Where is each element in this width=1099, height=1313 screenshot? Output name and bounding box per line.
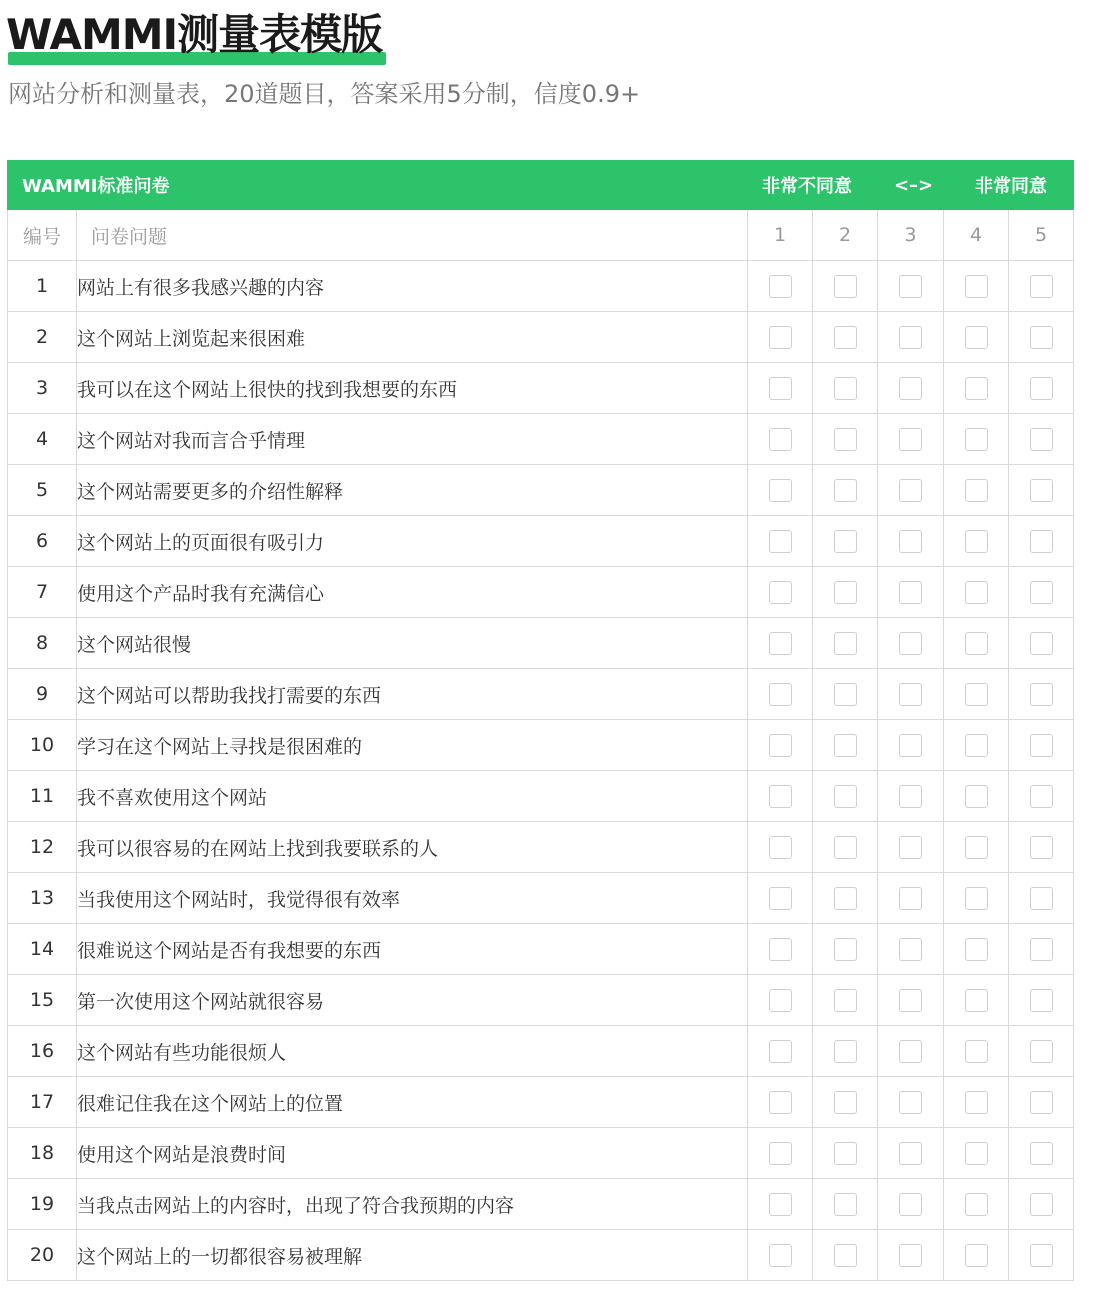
rating-cell-3: [878, 312, 944, 363]
rating-cell-4: [944, 873, 1009, 924]
rating-cell-3: [878, 1230, 944, 1281]
checkbox-icon[interactable]: [834, 683, 857, 706]
rating-cell-5: [1009, 669, 1074, 720]
checkbox-icon[interactable]: [769, 1091, 792, 1114]
checkbox-icon[interactable]: [769, 785, 792, 808]
checkbox-icon[interactable]: [965, 1091, 988, 1114]
rating-cell-3: [878, 1128, 944, 1179]
checkbox-icon[interactable]: [1030, 989, 1053, 1012]
rating-cell-4: [944, 1230, 1009, 1281]
checkbox-icon[interactable]: [899, 275, 922, 298]
rating-cell-3: [878, 771, 944, 822]
table-row: [8, 720, 1074, 771]
checkbox-icon[interactable]: [899, 1193, 922, 1216]
question-number: 3: [8, 363, 77, 414]
rating-cell-1: [748, 414, 813, 465]
rating-cell-2: [813, 618, 878, 669]
checkbox-icon[interactable]: [769, 734, 792, 757]
checkbox-icon[interactable]: [965, 836, 988, 859]
checkbox-icon[interactable]: [834, 581, 857, 604]
scale-left-label: 非常不同意: [762, 176, 852, 197]
rating-cell-3: [878, 669, 944, 720]
table-row: [8, 1026, 1074, 1077]
question-number: 14: [8, 924, 77, 975]
checkbox-icon[interactable]: [769, 887, 792, 910]
title-block: [6, 6, 382, 68]
rating-cell-4: [944, 822, 1009, 873]
checkbox-icon[interactable]: [1030, 938, 1053, 961]
rating-cell-4: [944, 567, 1009, 618]
rating-cell-4: [944, 1077, 1009, 1128]
checkbox-icon[interactable]: [965, 632, 988, 655]
table-row: [8, 669, 1074, 720]
rating-cell-5: [1009, 363, 1074, 414]
rating-cell-2: [813, 873, 878, 924]
rating-cell-1: [748, 1230, 813, 1281]
rating-cell-2: [813, 1128, 878, 1179]
checkbox-icon[interactable]: [834, 785, 857, 808]
checkbox-icon[interactable]: [769, 275, 792, 298]
checkbox-icon[interactable]: [1030, 836, 1053, 859]
rating-cell-5: [1009, 771, 1074, 822]
table-row: [8, 567, 1074, 618]
question-number: 4: [8, 414, 77, 465]
checkbox-icon[interactable]: [965, 1142, 988, 1165]
checkbox-icon[interactable]: [899, 836, 922, 859]
checkbox-icon[interactable]: [769, 377, 792, 400]
scale-value-3: 3: [878, 210, 944, 261]
rating-cell-5: [1009, 1179, 1074, 1230]
survey-table: [7, 160, 1074, 1281]
question-number: 7: [8, 567, 77, 618]
rating-cell-5: [1009, 465, 1074, 516]
rating-cell-2: [813, 363, 878, 414]
table-heading: WAMMI标准问卷: [8, 161, 748, 210]
rating-cell-3: [878, 363, 944, 414]
rating-cell-3: [878, 465, 944, 516]
rating-cell-1: [748, 618, 813, 669]
checkbox-icon[interactable]: [965, 377, 988, 400]
question-number: 20: [8, 1230, 77, 1281]
rating-cell-2: [813, 822, 878, 873]
rating-cell-2: [813, 414, 878, 465]
question-number: 18: [8, 1128, 77, 1179]
checkbox-icon[interactable]: [899, 530, 922, 553]
rating-cell-5: [1009, 1230, 1074, 1281]
rating-cell-1: [748, 465, 813, 516]
checkbox-icon[interactable]: [965, 1040, 988, 1063]
rating-cell-4: [944, 1128, 1009, 1179]
question-text: 我可以很容易的在网站上找到我要联系的人: [77, 822, 748, 873]
rating-cell-4: [944, 1026, 1009, 1077]
checkbox-icon[interactable]: [965, 581, 988, 604]
rating-cell-2: [813, 312, 878, 363]
rating-cell-5: [1009, 873, 1074, 924]
question-text: 这个网站上浏览起来很困难: [77, 312, 748, 363]
checkbox-icon[interactable]: [834, 632, 857, 655]
checkbox-icon[interactable]: [769, 989, 792, 1012]
rating-cell-2: [813, 261, 878, 312]
rating-cell-1: [748, 261, 813, 312]
rating-cell-3: [878, 873, 944, 924]
rating-cell-3: [878, 1077, 944, 1128]
rating-cell-1: [748, 363, 813, 414]
col-question-header: 问卷问题: [77, 210, 748, 261]
table-row: [8, 1179, 1074, 1230]
rating-cell-2: [813, 669, 878, 720]
question-number: 8: [8, 618, 77, 669]
checkbox-icon[interactable]: [769, 326, 792, 349]
rating-cell-3: [878, 1026, 944, 1077]
rating-cell-5: [1009, 1128, 1074, 1179]
question-number: 11: [8, 771, 77, 822]
checkbox-icon[interactable]: [834, 836, 857, 859]
checkbox-icon[interactable]: [1030, 785, 1053, 808]
question-number: 15: [8, 975, 77, 1026]
rating-cell-5: [1009, 975, 1074, 1026]
question-text: 学习在这个网站上寻找是很困难的: [77, 720, 748, 771]
rating-cell-4: [944, 720, 1009, 771]
table-row: [8, 465, 1074, 516]
rating-cell-3: [878, 1179, 944, 1230]
col-number-header: 编号: [8, 210, 77, 261]
question-text: 很难说这个网站是否有我想要的东西: [77, 924, 748, 975]
rating-cell-1: [748, 516, 813, 567]
scale-value-5: 5: [1009, 210, 1074, 261]
scale-header: [748, 161, 1074, 210]
rating-cell-4: [944, 363, 1009, 414]
scale-value-4: 4: [944, 210, 1009, 261]
checkbox-icon[interactable]: [1030, 1091, 1053, 1114]
checkbox-icon[interactable]: [1030, 530, 1053, 553]
checkbox-icon[interactable]: [899, 1142, 922, 1165]
checkbox-icon[interactable]: [834, 1193, 857, 1216]
question-text: 这个网站上的页面很有吸引力: [77, 516, 748, 567]
question-text: 当我使用这个网站时，我觉得很有效率: [77, 873, 748, 924]
question-number: 19: [8, 1179, 77, 1230]
checkbox-icon[interactable]: [899, 428, 922, 451]
question-text: 我不喜欢使用这个网站: [77, 771, 748, 822]
table-row: [8, 771, 1074, 822]
table-row: [8, 618, 1074, 669]
question-number: 12: [8, 822, 77, 873]
rating-cell-3: [878, 567, 944, 618]
rating-cell-2: [813, 1077, 878, 1128]
rating-cell-2: [813, 1026, 878, 1077]
checkbox-icon[interactable]: [965, 734, 988, 757]
checkbox-icon[interactable]: [899, 632, 922, 655]
rating-cell-1: [748, 1179, 813, 1230]
checkbox-icon[interactable]: [834, 938, 857, 961]
checkbox-icon[interactable]: [1030, 428, 1053, 451]
checkbox-icon[interactable]: [834, 479, 857, 502]
checkbox-icon[interactable]: [965, 887, 988, 910]
rating-cell-2: [813, 1230, 878, 1281]
checkbox-icon[interactable]: [965, 938, 988, 961]
scale-value-1: 1: [748, 210, 813, 261]
rating-cell-3: [878, 822, 944, 873]
checkbox-icon[interactable]: [899, 581, 922, 604]
rating-cell-5: [1009, 1077, 1074, 1128]
scale-right-label: 非常同意: [975, 176, 1048, 197]
rating-cell-1: [748, 669, 813, 720]
checkbox-icon[interactable]: [769, 1244, 792, 1267]
scale-value-2: 2: [813, 210, 878, 261]
rating-cell-2: [813, 1179, 878, 1230]
question-number: 2: [8, 312, 77, 363]
table-row: [8, 1230, 1074, 1281]
checkbox-icon[interactable]: [769, 1142, 792, 1165]
rating-cell-1: [748, 1128, 813, 1179]
rating-cell-1: [748, 822, 813, 873]
rating-cell-5: [1009, 720, 1074, 771]
table-row: [8, 414, 1074, 465]
table-row: [8, 924, 1074, 975]
rating-cell-1: [748, 720, 813, 771]
checkbox-icon[interactable]: [834, 1244, 857, 1267]
checkbox-icon[interactable]: [899, 1244, 922, 1267]
checkbox-icon[interactable]: [769, 683, 792, 706]
checkbox-icon[interactable]: [899, 377, 922, 400]
table-row: [8, 261, 1074, 312]
rating-cell-4: [944, 771, 1009, 822]
checkbox-icon[interactable]: [834, 1040, 857, 1063]
checkbox-icon[interactable]: [965, 479, 988, 502]
rating-cell-2: [813, 465, 878, 516]
rating-cell-1: [748, 975, 813, 1026]
rating-cell-4: [944, 261, 1009, 312]
checkbox-icon[interactable]: [834, 530, 857, 553]
table-header-row: [8, 161, 1074, 210]
question-number: 5: [8, 465, 77, 516]
rating-cell-4: [944, 975, 1009, 1026]
checkbox-icon[interactable]: [899, 326, 922, 349]
checkbox-icon[interactable]: [1030, 1142, 1053, 1165]
rating-cell-2: [813, 516, 878, 567]
table-row: [8, 975, 1074, 1026]
checkbox-icon[interactable]: [965, 989, 988, 1012]
question-text: 这个网站有些功能很烦人: [77, 1026, 748, 1077]
table-row: [8, 1128, 1074, 1179]
rating-cell-3: [878, 975, 944, 1026]
checkbox-icon[interactable]: [899, 1091, 922, 1114]
checkbox-icon[interactable]: [1030, 479, 1053, 502]
checkbox-icon[interactable]: [899, 938, 922, 961]
checkbox-icon[interactable]: [834, 275, 857, 298]
table-row: [8, 312, 1074, 363]
rating-cell-5: [1009, 924, 1074, 975]
question-text: 这个网站上的一切都很容易被理解: [77, 1230, 748, 1281]
rating-cell-1: [748, 771, 813, 822]
question-number: 1: [8, 261, 77, 312]
question-rows: [8, 261, 1074, 1281]
checkbox-icon[interactable]: [834, 326, 857, 349]
rating-cell-4: [944, 414, 1009, 465]
checkbox-icon[interactable]: [899, 734, 922, 757]
question-text: 当我点击网站上的内容时，出现了符合我预期的内容: [77, 1179, 748, 1230]
checkbox-icon[interactable]: [769, 938, 792, 961]
question-text: 很难记住我在这个网站上的位置: [77, 1077, 748, 1128]
rating-cell-2: [813, 771, 878, 822]
rating-cell-1: [748, 873, 813, 924]
rating-cell-4: [944, 465, 1009, 516]
checkbox-icon[interactable]: [965, 428, 988, 451]
rating-cell-3: [878, 261, 944, 312]
checkbox-icon[interactable]: [1030, 632, 1053, 655]
question-text: 网站上有很多我感兴趣的内容: [77, 261, 748, 312]
question-text: 这个网站可以帮助我找打需要的东西: [77, 669, 748, 720]
rating-cell-5: [1009, 414, 1074, 465]
rating-cell-5: [1009, 516, 1074, 567]
checkbox-icon[interactable]: [1030, 1040, 1053, 1063]
checkbox-icon[interactable]: [965, 530, 988, 553]
checkbox-icon[interactable]: [965, 275, 988, 298]
checkbox-icon[interactable]: [1030, 683, 1053, 706]
rating-cell-4: [944, 1179, 1009, 1230]
table-row: [8, 363, 1074, 414]
question-number: 16: [8, 1026, 77, 1077]
checkbox-icon[interactable]: [899, 989, 922, 1012]
table-row: [8, 822, 1074, 873]
checkbox-icon[interactable]: [965, 683, 988, 706]
rating-cell-1: [748, 924, 813, 975]
question-number: 6: [8, 516, 77, 567]
checkbox-icon[interactable]: [834, 989, 857, 1012]
table-row: [8, 873, 1074, 924]
rating-cell-5: [1009, 822, 1074, 873]
rating-cell-3: [878, 414, 944, 465]
checkbox-icon[interactable]: [1030, 1244, 1053, 1267]
checkbox-icon[interactable]: [834, 377, 857, 400]
checkbox-icon[interactable]: [1030, 326, 1053, 349]
checkbox-icon[interactable]: [1030, 887, 1053, 910]
checkbox-icon[interactable]: [769, 581, 792, 604]
rating-cell-3: [878, 618, 944, 669]
scale-middle-label: <–>: [893, 174, 934, 196]
checkbox-icon[interactable]: [1030, 581, 1053, 604]
rating-cell-5: [1009, 261, 1074, 312]
checkbox-icon[interactable]: [769, 530, 792, 553]
checkbox-icon[interactable]: [1030, 275, 1053, 298]
checkbox-icon[interactable]: [769, 632, 792, 655]
rating-cell-4: [944, 924, 1009, 975]
checkbox-icon[interactable]: [834, 734, 857, 757]
checkbox-icon[interactable]: [1030, 377, 1053, 400]
rating-cell-2: [813, 924, 878, 975]
checkbox-icon[interactable]: [899, 1040, 922, 1063]
rating-cell-2: [813, 975, 878, 1026]
page-subtitle: 网站分析和测量表，20道题目，答案采用5分制，信度0.9+: [8, 80, 641, 108]
rating-cell-4: [944, 618, 1009, 669]
question-text: 使用这个产品时我有充满信心: [77, 567, 748, 618]
question-text: 这个网站很慢: [77, 618, 748, 669]
checkbox-icon[interactable]: [899, 683, 922, 706]
checkbox-icon[interactable]: [834, 1142, 857, 1165]
rating-cell-3: [878, 720, 944, 771]
question-number: 10: [8, 720, 77, 771]
rating-cell-5: [1009, 567, 1074, 618]
checkbox-icon[interactable]: [899, 785, 922, 808]
checkbox-icon[interactable]: [769, 1193, 792, 1216]
rating-cell-1: [748, 312, 813, 363]
column-header-row: [8, 210, 1074, 261]
rating-cell-5: [1009, 1026, 1074, 1077]
question-text: 第一次使用这个网站就很容易: [77, 975, 748, 1026]
rating-cell-1: [748, 1077, 813, 1128]
checkbox-icon[interactable]: [899, 887, 922, 910]
question-text: 这个网站对我而言合乎情理: [77, 414, 748, 465]
question-text: 使用这个网站是浪费时间: [77, 1128, 748, 1179]
checkbox-icon[interactable]: [834, 887, 857, 910]
rating-cell-4: [944, 669, 1009, 720]
checkbox-icon[interactable]: [1030, 1193, 1053, 1216]
rating-cell-1: [748, 567, 813, 618]
checkbox-icon[interactable]: [769, 836, 792, 859]
rating-cell-5: [1009, 618, 1074, 669]
question-number: 17: [8, 1077, 77, 1128]
checkbox-icon[interactable]: [965, 326, 988, 349]
page-title: WAMMI测量表模版: [6, 10, 383, 59]
checkbox-icon[interactable]: [834, 1091, 857, 1114]
checkbox-icon[interactable]: [1030, 734, 1053, 757]
checkbox-icon[interactable]: [769, 479, 792, 502]
checkbox-icon[interactable]: [965, 1244, 988, 1267]
checkbox-icon[interactable]: [899, 479, 922, 502]
rating-cell-5: [1009, 312, 1074, 363]
question-text: 我可以在这个网站上很快的找到我想要的东西: [77, 363, 748, 414]
checkbox-icon[interactable]: [965, 1193, 988, 1216]
table-row: [8, 1077, 1074, 1128]
checkbox-icon[interactable]: [769, 1040, 792, 1063]
rating-cell-2: [813, 720, 878, 771]
rating-cell-3: [878, 516, 944, 567]
question-number: 9: [8, 669, 77, 720]
question-text: 这个网站需要更多的介绍性解释: [77, 465, 748, 516]
rating-cell-1: [748, 1026, 813, 1077]
question-number: 13: [8, 873, 77, 924]
rating-cell-2: [813, 567, 878, 618]
checkbox-icon[interactable]: [965, 785, 988, 808]
rating-cell-4: [944, 516, 1009, 567]
rating-cell-4: [944, 312, 1009, 363]
checkbox-icon[interactable]: [834, 428, 857, 451]
table-row: [8, 516, 1074, 567]
rating-cell-3: [878, 924, 944, 975]
checkbox-icon[interactable]: [769, 428, 792, 451]
